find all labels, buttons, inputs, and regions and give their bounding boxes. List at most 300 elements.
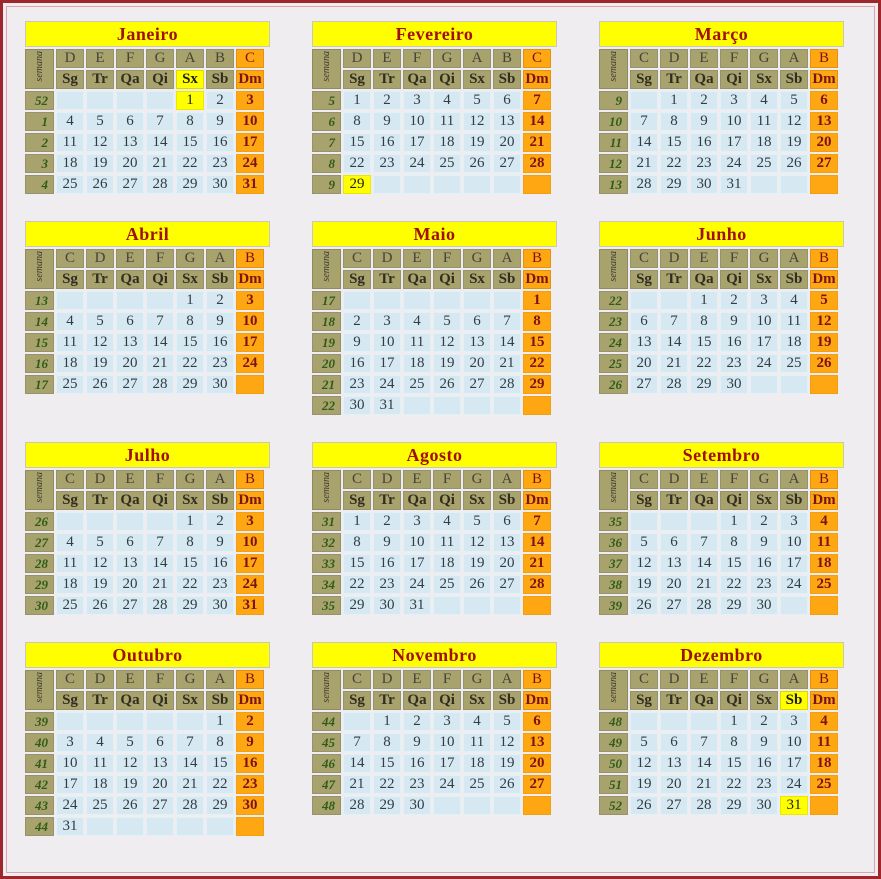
week-number: 51 [599, 775, 628, 794]
day-cell: 27 [116, 375, 144, 394]
day-cell [373, 291, 401, 310]
day-cell: 4 [56, 533, 84, 552]
week-number: 10 [599, 112, 628, 131]
day-cell: 23 [206, 154, 234, 173]
day-cell [630, 291, 658, 310]
day-cell: 28 [146, 596, 174, 615]
week-number: 28 [25, 554, 54, 573]
day-cell: 27 [660, 596, 688, 615]
day-cell: 12 [493, 733, 521, 752]
week-number: 26 [599, 375, 628, 394]
week-number: 26 [25, 512, 54, 531]
week-number: 19 [312, 333, 341, 352]
letters-row [25, 470, 264, 489]
day-cell: 6 [463, 312, 491, 331]
week-column-label: semana [320, 51, 332, 82]
sunday-cell: 19 [810, 333, 838, 352]
day-cell [493, 596, 521, 615]
day-cell: 17 [56, 775, 84, 794]
week-number: 3 [25, 154, 54, 173]
month-novembro [312, 642, 557, 817]
day-cell: 12 [433, 333, 461, 352]
weekday-header: Dm [523, 270, 551, 289]
dominical-letter: G [750, 470, 778, 489]
day-cell [403, 175, 431, 194]
day-cell: 7 [690, 733, 718, 752]
week-number: 47 [312, 775, 341, 794]
day-cell: 4 [56, 312, 84, 331]
day-cell: 10 [403, 533, 431, 552]
day-cell: 12 [116, 754, 144, 773]
week-row [312, 354, 551, 373]
dominical-letter: B [523, 249, 551, 268]
weekday-header: Sb [493, 691, 521, 710]
dominical-letter: E [403, 670, 431, 689]
day-cell: 11 [750, 112, 778, 131]
day-cell [433, 175, 461, 194]
day-cell: 18 [463, 754, 491, 773]
day-cell: 10 [433, 733, 461, 752]
sunday-cell [810, 596, 838, 615]
dominical-letter: C [523, 49, 551, 68]
day-cell: 13 [116, 333, 144, 352]
day-cell: 7 [146, 533, 174, 552]
month-title: Dezembro [599, 642, 844, 668]
day-cell: 2 [206, 291, 234, 310]
week-row [312, 333, 551, 352]
day-cell: 16 [206, 333, 234, 352]
week-number: 27 [25, 533, 54, 552]
week-column-label: semana [607, 251, 619, 282]
day-cell: 18 [86, 775, 114, 794]
day-cell: 2 [403, 712, 431, 731]
day-cell: 20 [146, 775, 174, 794]
day-cell: 31 [403, 596, 431, 615]
day-cell: 29 [343, 596, 371, 615]
weekday-header: Sg [56, 691, 84, 710]
week-row [25, 291, 264, 310]
week-number: 31 [312, 512, 341, 531]
day-cell: 29 [720, 596, 748, 615]
month-janeiro [25, 21, 270, 196]
day-cell: 7 [176, 733, 204, 752]
sunday-cell: 25 [810, 575, 838, 594]
week-number: 52 [25, 91, 54, 110]
day-cell: 21 [343, 775, 371, 794]
letters-row [599, 470, 838, 489]
day-cell: 21 [146, 154, 174, 173]
day-cell [780, 375, 808, 394]
week-number: 24 [599, 333, 628, 352]
week-row [599, 512, 838, 531]
day-cell: 7 [690, 533, 718, 552]
dominical-letter: B [810, 249, 838, 268]
day-cell: 1 [690, 291, 718, 310]
sunday-cell: 15 [523, 333, 551, 352]
sunday-cell: 14 [523, 112, 551, 131]
dominical-letter: G [750, 249, 778, 268]
week-row [312, 312, 551, 331]
day-cell: 1 [720, 712, 748, 731]
week-row [312, 291, 551, 310]
day-cell: 1 [176, 291, 204, 310]
sunday-cell: 10 [236, 112, 264, 131]
sunday-cell: 3 [236, 512, 264, 531]
day-cell: 24 [373, 375, 401, 394]
day-cell: 9 [403, 733, 431, 752]
day-cell: 9 [373, 533, 401, 552]
week-column-header [312, 670, 341, 710]
week-column-header [312, 470, 341, 510]
week-column-header [25, 49, 54, 89]
week-row [599, 554, 838, 573]
dominical-letter: F [433, 670, 461, 689]
day-cell: 11 [56, 554, 84, 573]
day-cell: 10 [750, 312, 778, 331]
day-cell: 11 [56, 333, 84, 352]
sunday-cell: 9 [236, 733, 264, 752]
day-cell: 9 [206, 533, 234, 552]
day-cell [630, 712, 658, 731]
day-cell: 12 [86, 133, 114, 152]
day-cell: 25 [86, 796, 114, 815]
day-cell: 17 [780, 554, 808, 573]
day-cell: 17 [403, 133, 431, 152]
day-cell: 2 [690, 91, 718, 110]
week-row [599, 712, 838, 731]
weekday-header: Dm [236, 691, 264, 710]
day-cell: 7 [146, 312, 174, 331]
day-cell: 22 [176, 575, 204, 594]
week-column-header [599, 249, 628, 289]
day-cell: 6 [493, 91, 521, 110]
weekday-header: Qa [690, 70, 718, 89]
dominical-letter: A [206, 249, 234, 268]
day-cell: 11 [780, 312, 808, 331]
day-cell [690, 512, 718, 531]
day-cell: 9 [206, 112, 234, 131]
day-cell: 18 [403, 354, 431, 373]
month-table [597, 47, 840, 196]
dominical-letter: F [146, 670, 174, 689]
day-cell: 5 [493, 712, 521, 731]
day-cell: 29 [176, 596, 204, 615]
week-number: 9 [599, 91, 628, 110]
month-table [597, 247, 840, 396]
day-cell: 30 [206, 596, 234, 615]
weekday-header: Tr [373, 270, 401, 289]
day-cell: 2 [720, 291, 748, 310]
weekday-header: Sb [206, 691, 234, 710]
day-cell: 22 [690, 354, 718, 373]
day-cell: 23 [750, 575, 778, 594]
day-cell [116, 91, 144, 110]
week-column-label: semana [607, 51, 619, 82]
month-title: Julho [25, 442, 270, 468]
week-row [25, 175, 264, 194]
day-cell: 10 [373, 333, 401, 352]
day-cell: 26 [116, 796, 144, 815]
week-row [25, 154, 264, 173]
day-cell: 4 [433, 512, 461, 531]
week-number: 13 [599, 175, 628, 194]
day-cell: 20 [463, 354, 491, 373]
weekday-header-row [599, 691, 838, 710]
day-cell: 23 [206, 575, 234, 594]
weekday-header: Sg [630, 70, 658, 89]
day-cell: 14 [690, 554, 718, 573]
dominical-letter: F [433, 249, 461, 268]
day-cell: 3 [750, 291, 778, 310]
dominical-letter: G [176, 249, 204, 268]
weekday-header: Sx [463, 691, 491, 710]
dominical-letter: C [343, 470, 371, 489]
sunday-cell: 3 [236, 91, 264, 110]
week-column-label: semana [320, 251, 332, 282]
week-row [312, 575, 551, 594]
day-cell: 25 [463, 775, 491, 794]
weekday-header: Dm [236, 491, 264, 510]
day-cell: 28 [176, 796, 204, 815]
month-table [310, 468, 553, 617]
day-cell [750, 175, 778, 194]
month-maio [312, 221, 557, 417]
week-row [599, 154, 838, 173]
week-number: 23 [599, 312, 628, 331]
day-cell: 19 [86, 354, 114, 373]
day-cell: 9 [690, 112, 718, 131]
day-cell [780, 175, 808, 194]
week-row [25, 312, 264, 331]
day-cell: 24 [403, 154, 431, 173]
day-cell: 26 [86, 596, 114, 615]
month-setembro [599, 442, 844, 617]
weekday-header-row [312, 491, 551, 510]
week-column-label: semana [607, 472, 619, 503]
day-cell: 12 [463, 112, 491, 131]
day-cell: 29 [176, 175, 204, 194]
weekday-header: Qi [720, 691, 748, 710]
sunday-cell: 16 [236, 754, 264, 773]
day-cell: 15 [690, 333, 718, 352]
week-row [25, 354, 264, 373]
day-cell: 1 [660, 91, 688, 110]
weekday-header: Sg [630, 270, 658, 289]
weekday-header: Tr [86, 270, 114, 289]
sunday-cell: 18 [810, 554, 838, 573]
week-row [312, 796, 551, 815]
sunday-cell: 21 [523, 133, 551, 152]
day-cell: 9 [206, 312, 234, 331]
sunday-cell: 24 [236, 575, 264, 594]
weekday-header-row [599, 270, 838, 289]
month-abril [25, 221, 270, 396]
weekday-header: Tr [660, 491, 688, 510]
weekday-header: Sb [780, 691, 808, 710]
dominical-letter: B [810, 670, 838, 689]
weekday-header: Sx [176, 691, 204, 710]
day-cell: 15 [720, 754, 748, 773]
day-cell: 1 [206, 712, 234, 731]
weekday-header: Qa [116, 270, 144, 289]
day-cell: 25 [750, 154, 778, 173]
week-row [312, 91, 551, 110]
week-row [599, 133, 838, 152]
day-cell: 28 [630, 175, 658, 194]
weekday-header: Sx [750, 70, 778, 89]
month-table [310, 47, 553, 196]
day-cell: 15 [343, 133, 371, 152]
dominical-letter: E [690, 249, 718, 268]
day-cell: 27 [493, 575, 521, 594]
sunday-cell: 10 [236, 312, 264, 331]
day-cell: 11 [86, 754, 114, 773]
day-cell: 26 [463, 154, 491, 173]
day-cell: 31 [780, 796, 808, 815]
day-cell: 13 [116, 554, 144, 573]
day-cell: 10 [780, 533, 808, 552]
day-cell: 26 [493, 775, 521, 794]
day-cell [780, 596, 808, 615]
weekday-header: Sb [206, 491, 234, 510]
day-cell: 29 [660, 175, 688, 194]
day-cell: 3 [403, 512, 431, 531]
week-row [312, 712, 551, 731]
day-cell: 14 [493, 333, 521, 352]
day-cell: 2 [206, 91, 234, 110]
weekday-header-row [25, 491, 264, 510]
day-cell: 4 [750, 91, 778, 110]
letters-row [312, 670, 551, 689]
day-cell [403, 291, 431, 310]
weekday-header: Qa [116, 691, 144, 710]
dominical-letter: C [56, 470, 84, 489]
weekday-header: Qa [690, 270, 718, 289]
day-cell: 1 [720, 512, 748, 531]
dominical-letter: B [236, 670, 264, 689]
day-cell: 8 [660, 112, 688, 131]
sunday-cell: 3 [236, 291, 264, 310]
week-number: 2 [25, 133, 54, 152]
day-cell: 22 [720, 775, 748, 794]
week-number: 22 [599, 291, 628, 310]
dominical-letter: B [523, 470, 551, 489]
dominical-letter: D [373, 249, 401, 268]
sunday-cell: 21 [523, 554, 551, 573]
week-column-header [25, 670, 54, 710]
weekday-header: Dm [810, 270, 838, 289]
week-column-label: semana [607, 672, 619, 703]
day-cell [116, 512, 144, 531]
weekday-header: Sx [750, 691, 778, 710]
day-cell [463, 596, 491, 615]
week-row [599, 312, 838, 331]
day-cell [343, 291, 371, 310]
weekday-header: Sx [463, 270, 491, 289]
weekday-header: Sx [463, 491, 491, 510]
day-cell: 24 [780, 575, 808, 594]
day-cell: 8 [176, 312, 204, 331]
week-row [312, 754, 551, 773]
day-cell: 27 [116, 596, 144, 615]
day-cell: 13 [493, 533, 521, 552]
week-number: 45 [312, 733, 341, 752]
sunday-cell: 1 [523, 291, 551, 310]
day-cell: 26 [630, 796, 658, 815]
weekday-header: Sb [206, 70, 234, 89]
dominical-letter: E [116, 470, 144, 489]
week-number: 52 [599, 796, 628, 815]
day-cell [116, 817, 144, 836]
week-row [25, 333, 264, 352]
day-cell: 14 [146, 133, 174, 152]
sunday-cell: 4 [810, 512, 838, 531]
month-outubro [25, 642, 270, 838]
day-cell: 16 [750, 554, 778, 573]
day-cell: 17 [720, 133, 748, 152]
week-row [312, 596, 551, 615]
month-table [310, 668, 553, 817]
day-cell [630, 512, 658, 531]
weekday-header: Tr [373, 491, 401, 510]
day-cell: 23 [403, 775, 431, 794]
day-cell [660, 712, 688, 731]
week-row [25, 575, 264, 594]
day-cell: 23 [373, 575, 401, 594]
week-number: 42 [25, 775, 54, 794]
dominical-letter: E [116, 249, 144, 268]
sunday-cell: 31 [236, 596, 264, 615]
sunday-cell: 11 [810, 733, 838, 752]
sunday-cell: 18 [810, 754, 838, 773]
day-cell: 23 [750, 775, 778, 794]
day-cell: 29 [206, 796, 234, 815]
day-cell: 26 [86, 375, 114, 394]
sunday-cell: 7 [523, 512, 551, 531]
weekday-header: Sb [780, 270, 808, 289]
day-cell: 19 [780, 133, 808, 152]
day-cell: 28 [146, 175, 174, 194]
week-number: 5 [312, 91, 341, 110]
sunday-cell: 11 [810, 533, 838, 552]
weekday-header: Tr [660, 691, 688, 710]
day-cell: 12 [86, 333, 114, 352]
day-cell: 1 [176, 91, 204, 110]
day-cell [433, 291, 461, 310]
weekday-header: Sg [56, 70, 84, 89]
day-cell: 3 [780, 512, 808, 531]
month-dezembro [599, 642, 844, 817]
day-cell: 26 [463, 575, 491, 594]
weekday-header: Sx [176, 491, 204, 510]
week-number: 21 [312, 375, 341, 394]
dominical-letter: D [660, 670, 688, 689]
day-cell: 20 [116, 154, 144, 173]
sunday-cell: 10 [236, 533, 264, 552]
day-cell [56, 712, 84, 731]
day-cell: 22 [660, 154, 688, 173]
dominical-letter: D [660, 49, 688, 68]
week-column-label: semana [33, 51, 45, 82]
weekday-header-row [25, 691, 264, 710]
dominical-letter: G [176, 670, 204, 689]
day-cell [463, 291, 491, 310]
day-cell: 26 [86, 175, 114, 194]
weekday-header: Tr [86, 70, 114, 89]
day-cell: 16 [373, 133, 401, 152]
day-cell: 17 [780, 754, 808, 773]
month-table [23, 468, 266, 617]
